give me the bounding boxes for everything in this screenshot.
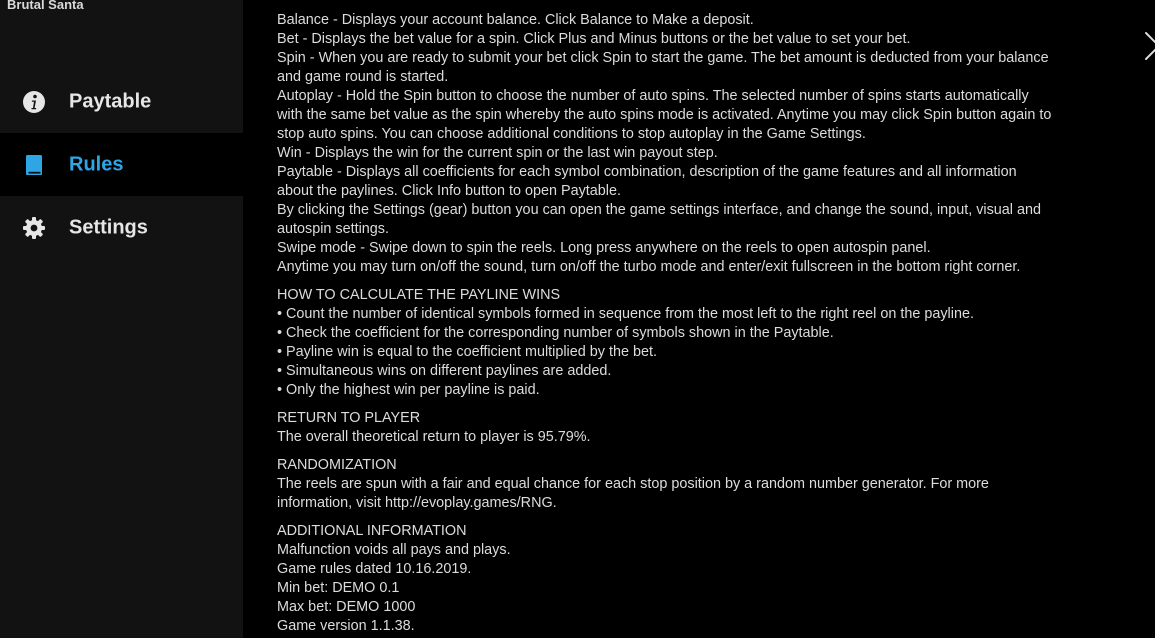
rules-line: Paytable - Displays all coefficients for each symbol combination, description of the game features and all information [277, 164, 1017, 180]
sidebar [0, 0, 243, 638]
sidebar-item-label: Rules [69, 153, 124, 175]
rules-content [277, 0, 1155, 638]
rules-text [277, 11, 1155, 636]
rules-line: autospin settings. [277, 221, 389, 237]
rules-line: Game rules dated 10.16.2019. [277, 561, 472, 577]
rules-line: information, visit http://evoplay.games/RNG. [277, 495, 557, 511]
rules-line: Balance - Displays your account balance. Click Balance to Make a deposit. [277, 12, 754, 28]
info-icon [22, 90, 46, 114]
game-title: Brutal Santa [7, 0, 84, 12]
rules-line: Malfunction voids all pays and plays. [277, 542, 511, 558]
close-icon [1145, 49, 1155, 66]
section-heading: HOW TO CALCULATE THE PAYLINE WINS [277, 287, 561, 303]
rules-line: Min bet: DEMO 0.1 [277, 580, 400, 596]
rules-line: stop auto spins. You can choose additional conditions to stop autoplay in the Game Settings. [277, 126, 866, 142]
payline-section [277, 286, 1155, 400]
gear-icon [22, 216, 46, 240]
bullet-item: • Payline win is equal to the coefficient multiplied by the bet. [277, 344, 657, 360]
bullet-item: • Simultaneous wins on different paylines are added. [277, 363, 612, 379]
rules-line: By clicking the Settings (gear) button you can open the game settings interface, and change the sound, input, visual and [277, 202, 1041, 218]
randomization-section [277, 456, 1155, 513]
rules-line: Win - Displays the win for the current spin or the last win payout step. [277, 145, 718, 161]
rules-line: Autoplay - Hold the Spin button to choose the number of auto spins. The selected number of spins starts automatically [277, 88, 1029, 104]
bullet-item: • Check the coefficient for the corresponding number of symbols shown in the Paytable. [277, 325, 834, 341]
rules-line: Bet - Displays the bet value for a spin. Click Plus and Minus buttons or the bet value to set your bet. [277, 31, 911, 47]
rules-line: Anytime you may turn on/off the sound, turn on/off the turbo mode and enter/exit fullscreen in the bottom right corner. [277, 259, 1021, 275]
section-heading: RETURN TO PLAYER [277, 410, 421, 426]
bullet-item: • Only the highest win per payline is paid. [277, 382, 540, 398]
rules-line: Max bet: DEMO 1000 [277, 599, 416, 615]
book-icon [22, 153, 46, 177]
sidebar-item-label: Settings [69, 216, 148, 238]
section-heading: ADDITIONAL INFORMATION [277, 523, 467, 539]
rules-line: The overall theoretical return to player is 95.79%. [277, 429, 591, 445]
close-button[interactable] [1145, 30, 1155, 62]
rules-line: Swipe mode - Swipe down to spin the reels. Long press anywhere on the reels to open autospin panel. [277, 240, 931, 256]
rules-line: The reels are spun with a fair and equal chance for each stop position by a random number generator. For more [277, 476, 989, 492]
rtp-section [277, 409, 1155, 447]
additional-info-section [277, 522, 1155, 636]
rules-line: about the paylines. Click Info button to open Paytable. [277, 183, 622, 199]
section-heading: RANDOMIZATION [277, 457, 397, 473]
rules-line: Game version 1.1.38. [277, 618, 415, 634]
rules-line: and game round is started. [277, 69, 449, 85]
sidebar-item-paytable[interactable] [0, 70, 243, 133]
sidebar-item-label: Paytable [69, 90, 152, 112]
sidebar-item-rules[interactable] [0, 133, 243, 196]
rules-line: Spin - When you are ready to submit your bet click Spin to start the game. The bet amount is deducted from your balance [277, 50, 1049, 66]
sidebar-item-settings[interactable] [0, 196, 243, 259]
rules-intro [277, 11, 1155, 277]
rules-line: with the same bet value as the spin whereby the auto spins mode is activated. Anytime you may click Spin button again to [277, 107, 1052, 123]
bullet-item: • Count the number of identical symbols formed in sequence from the most left to the right reel on the payline. [277, 306, 974, 322]
